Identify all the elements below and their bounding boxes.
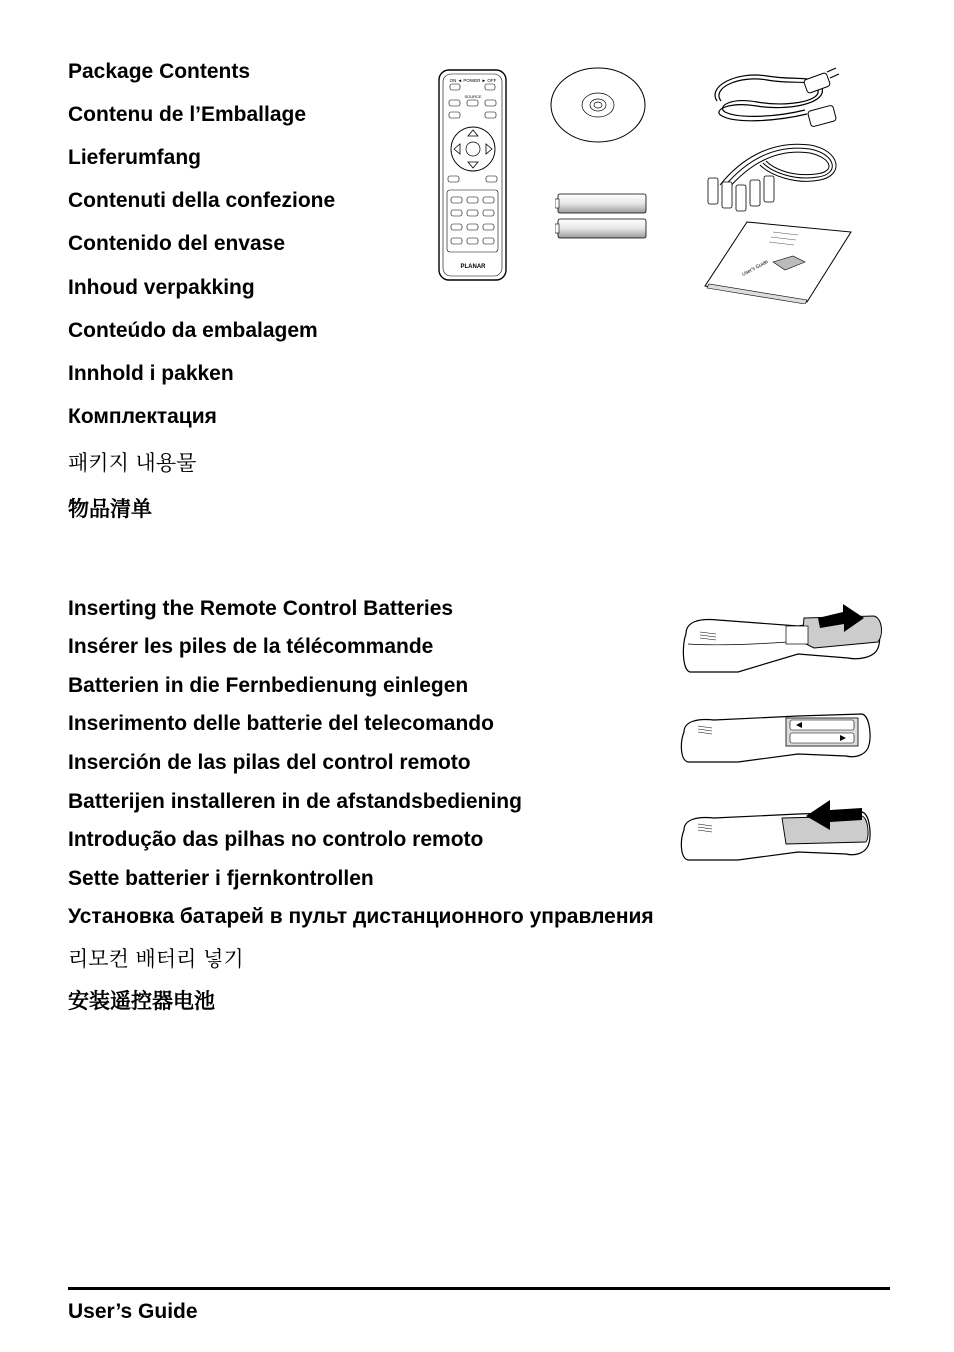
battery-step-1-image (678, 604, 884, 678)
heading-batteries-fr: Insérer les piles de la télécommande (68, 635, 434, 658)
power-cord-image (697, 66, 843, 136)
remote-power-label: ON ◄ POWER ► OFF (449, 78, 497, 83)
heading-package-contents-fr: Contenu de l’Emballage (68, 103, 307, 126)
batteries-image (555, 191, 650, 241)
heading-package-contents-it: Contenuti della confezione (68, 189, 336, 212)
heading-package-contents-ko: 패키지 내용물 (68, 451, 197, 475)
heading-package-contents-es: Contenido del envase (68, 232, 286, 255)
heading-batteries-nl: Batterijen installeren in de afstandsbediening (68, 790, 522, 813)
battery-step-2-image (678, 706, 874, 766)
heading-batteries-ko: 리모컨 배터리 넣기 (68, 947, 244, 971)
remote-source-label: SOURCE (464, 94, 482, 99)
heading-batteries-it: Inserimento delle batterie del telecomando (68, 712, 494, 735)
heading-batteries-en: Inserting the Remote Control Batteries (68, 597, 454, 620)
heading-package-contents-no: Innhold i pakken (68, 362, 234, 385)
battery-step-3-image (678, 796, 874, 866)
heading-batteries-no: Sette batterier i fjernkontrollen (68, 867, 374, 890)
heading-package-contents-ru: Комплектация (68, 405, 217, 428)
heading-batteries-de: Batterien in die Fernbedienung einlegen (68, 674, 469, 697)
heading-package-contents-en: Package Contents (68, 60, 251, 83)
heading-package-contents-de: Lieferumfang (68, 146, 202, 169)
users-guide-cover-label: User's Guide (741, 258, 770, 278)
users-guide-image (703, 220, 853, 304)
footer-divider (68, 1287, 890, 1290)
remote-brand-logo: PLANAR (460, 264, 486, 270)
heading-package-contents-nl: Inhoud verpakking (68, 276, 255, 299)
heading-batteries-ru: Установка батарей в пульт дистанционного управления (68, 905, 654, 928)
cd-rom-image (548, 66, 648, 146)
heading-package-contents-pt: Conteúdo da embalagem (68, 319, 318, 342)
heading-batteries-pt: Introdução das pilhas no controlo remoto (68, 828, 484, 851)
av-cable-image (700, 130, 850, 212)
heading-batteries-es: Inserción de las pilas del control remoto (68, 751, 471, 774)
heading-package-contents-zh: 物品清单 (68, 497, 152, 521)
footer-label: User’s Guide (68, 1300, 198, 1323)
heading-batteries-zh: 安装遥控器电池 (68, 989, 215, 1013)
remote-control-image (437, 68, 509, 283)
